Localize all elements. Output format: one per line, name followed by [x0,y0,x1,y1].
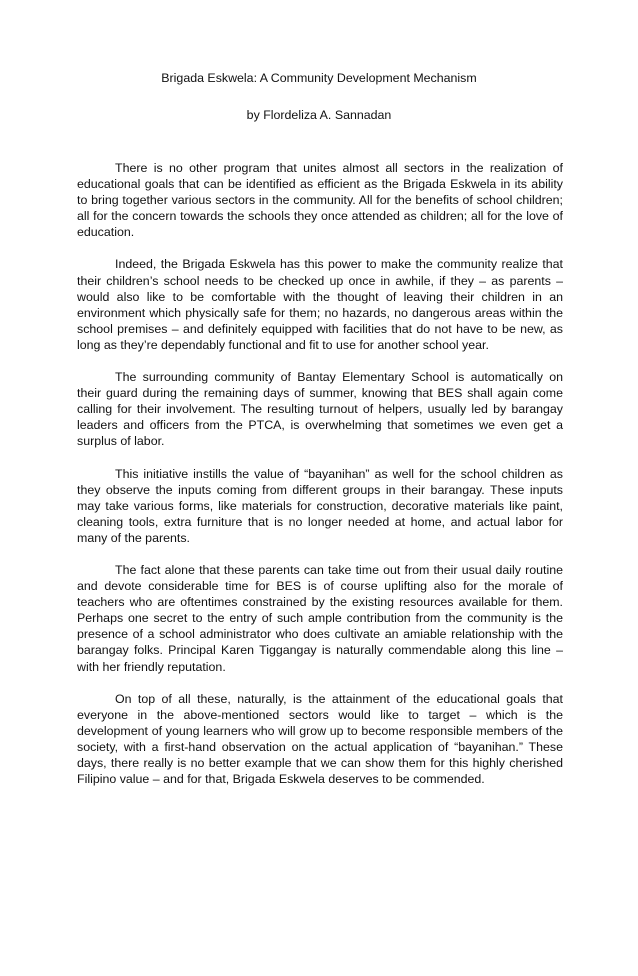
paragraph: The surrounding community of Bantay Elementary School is automatically on their guard during the remaining days of summer, knowing that BES shall again come calling for their involvement. The resulting turnout of helpers, usually led by barangay leaders and officers from the PTCA, is overwhelming that sometimes we even get a surplus of labor. [77,370,563,449]
document-title: Brigada Eskwela: A Community Development Mechanism [161,71,477,85]
paragraph: On top of all these, naturally, is the attainment of the educational goals that everyone in the above-mentioned sectors would like to target – which is the development of young learners who will grow up to become responsible members of the society, with a first-hand observation on the actual application of “bayanihan.” These days, there really is no better example that we can show them for this highly cherished Filipino value – and for that, Brigada Eskwela deserves to be commended. [77,691,563,787]
paragraph: Indeed, the Brigada Eskwela has this power to make the community realize that their children’s school needs to be checked up once in awhile, if they – as parents – would also like to be comfortable with the thought of leaving their children in an environment which physically safe for them; no hazards, no dangerous areas within the school premises – and definitely equipped with facilities that do not have to be new, as long as they’re dependably functional and fit to use for another school year. [77,257,563,352]
document-byline: by Flordeliza A. Sannadan [246,108,392,122]
document-body [77,160,563,803]
paragraph: This initiative instills the value of “bayanihan” as well for the school children as they observe the inputs coming from different groups in their barangay. These inputs may take various forms, like materials for construction, decorative materials like paint, cleaning tools, extra furniture that is no longer needed at home, and actual labor for many of the parents. [77,466,563,545]
paragraph: The fact alone that these parents can take time out from their usual daily routine and devote considerable time for BES is of course uplifting also for the morale of teachers who are oftentimes constrained by the existing resources available for them. Perhaps one secret to the entry of such ample contribution from the community is the presence of a school administrator who does cultivate an amiable relationship with the barangay folks. Principal Karen Tiggangay is naturally commendable along this line – with her friendly reputation. [77,562,563,674]
paragraph: There is no other program that unites almost all sectors in the realization of educational goals that can be identified as efficient as the Brigada Eskwela in its ability to bring together various sectors in the community. All for the benefits of school children; all for the concern towards the schools they once attended as children; all for the love of education. [77,161,563,240]
